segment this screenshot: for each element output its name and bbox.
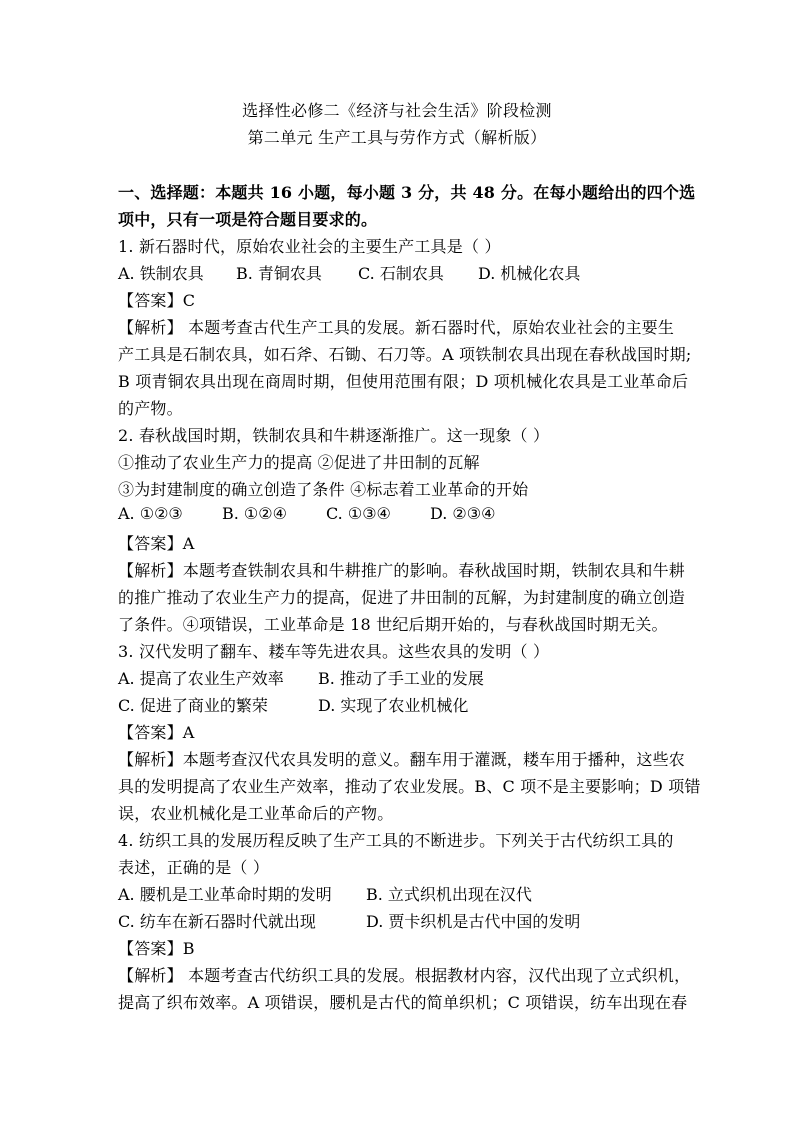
question-1-analysis-line: 【解析】 本题考查古代生产工具的发展。新石器时代，原始农业社会的主要生 [118,318,675,337]
section-heading-cont: 项中，只有一项是符合题目要求的。 [118,210,378,229]
question-1-analysis-line: 的产物。 [118,399,183,418]
question-2-analysis-line: 了条件。④项错误，工业革命是 18 世纪后期开始的，与春秋战国时期无关。 [118,615,668,634]
question-4-option-b: B. 立式织机出现在汉代 [366,885,532,904]
question-3-option-c: C. 促进了商业的繁荣 [118,696,268,715]
question-3-answer: 【答案】A [118,723,195,742]
question-2-option-d: D. ②③④ [430,504,496,523]
question-3-option-b: B. 推动了手工业的发展 [318,669,484,688]
question-4-option-c: C. 纺车在新石器时代就出现 [118,912,316,931]
question-1-option-c: C. 石制农具 [358,264,444,283]
question-4-analysis-line: 【解析】 本题考查古代纺织工具的发展。根据教材内容，汉代出现了立式织机， [118,966,691,985]
question-1-option-b: B. 青铜农具 [236,264,322,283]
question-2-option-b: B. ①②④ [222,504,287,523]
section-heading: 一、选择题：本题共 16 小题，每小题 3 分，共 48 分。在每小题给出的四个选 [118,183,696,202]
question-2-stem: 2. 春秋战国时期，铁制农具和牛耕逐渐推广。这一现象（ ） [118,426,550,445]
question-4-analysis-line: 提高了织布效率。A 项错误，腰机是古代的简单织机；C 项错误，纺车出现在春 [118,993,688,1012]
question-2-answer: 【答案】A [118,534,195,553]
question-3-analysis-line: 具的发明提高了农业生产效率，推动了农业发展。B、C 项不是主要影响；D 项错 [118,777,701,796]
question-4-option-d: D. 贾卡织机是古代中国的发明 [366,912,581,931]
question-3-analysis-line: 【解析】本题考查汉代农具发明的意义。翻车用于灌溉，耧车用于播种，这些农 [118,750,686,769]
question-3-stem: 3. 汉代发明了翻车、耧车等先进农具。这些农具的发明（ ） [118,642,550,661]
question-1-analysis-line: 产工具是石制农具，如石斧、石锄、石刀等。A 项铁制农具出现在春秋战国时期; [118,345,692,364]
question-3-analysis-line: 误，农业机械化是工业革命后的产物。 [118,804,394,823]
question-4-stem-cont: 表述，正确的是（ ） [118,858,270,877]
question-1-option-d: D. 机械化农具 [478,264,581,283]
document-title: 选择性必修二《经济与社会生活》阶段检测 [242,101,552,120]
question-4-option-a: A. 腰机是工业革命时期的发明 [118,885,332,904]
question-2-statement: ③为封建制度的确立创造了条件 ④标志着工业革命的开始 [118,480,529,499]
question-1-analysis-line: B 项青铜农具出现在商周时期，但使用范围有限；D 项机械化农具是工业革命后 [118,372,689,391]
question-2-option-c: C. ①③④ [326,504,391,523]
question-1-option-a: A. 铁制农具 [118,264,204,283]
question-2-statement: ①推动了农业生产力的提高 ②促进了井田制的瓦解 [118,453,480,472]
question-2-option-a: A. ①②③ [118,504,183,523]
question-1-stem: 1. 新石器时代，原始农业社会的主要生产工具是（ ） [118,237,501,256]
question-3-option-d: D. 实现了农业机械化 [318,696,469,715]
document-subtitle: 第二单元 生产工具与劳作方式（解析版） [247,128,547,147]
question-4-answer: 【答案】B [118,939,195,958]
question-2-analysis-line: 【解析】本题考查铁制农具和牛耕推广的影响。春秋战国时期，铁制农具和牛耕 [118,561,686,580]
question-3-option-a: A. 提高了农业生产效率 [118,669,284,688]
question-1-answer: 【答案】C [118,291,196,310]
question-2-analysis-line: 的推广推动了农业生产力的提高，促进了井田制的瓦解，为封建制度的确立创造 [118,588,686,607]
question-4-stem: 4. 纺织工具的发展历程反映了生产工具的不断进步。下列关于古代纺织工具的 [118,831,674,850]
